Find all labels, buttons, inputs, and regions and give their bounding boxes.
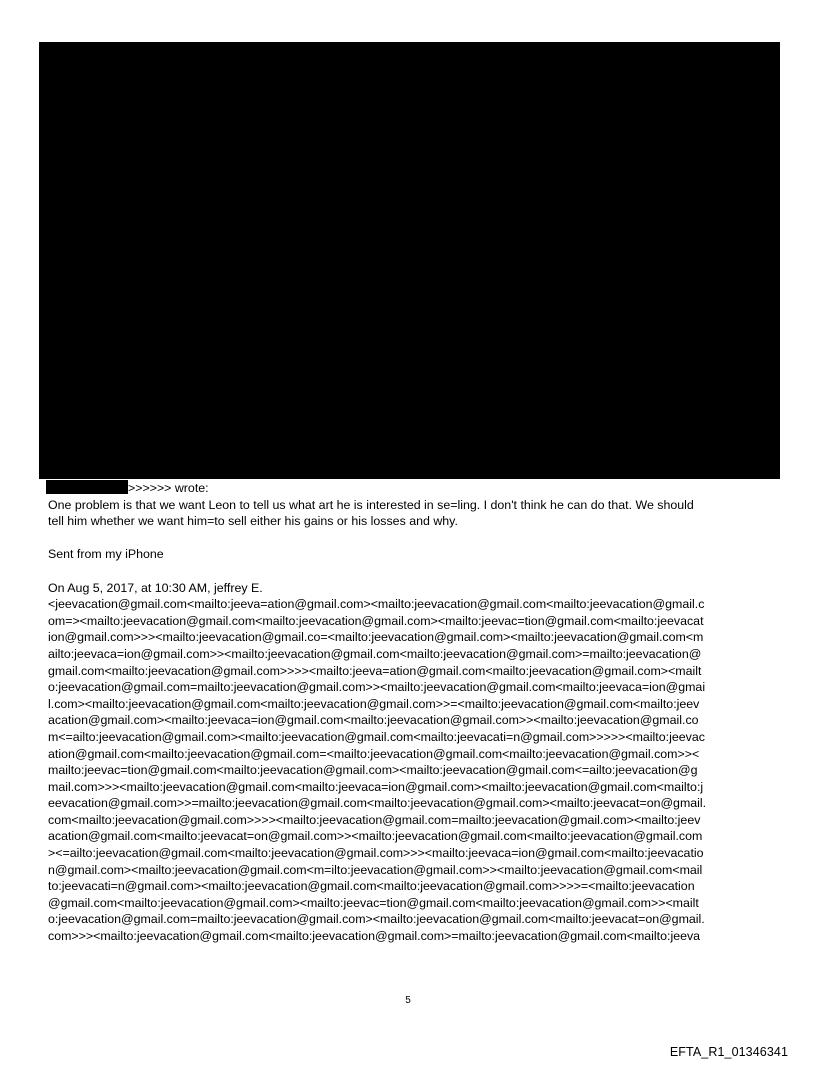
address-line: ailto:jeevaca=ion@gmail.com>><mailto:jeevacation@gmail.com<mailto:jeevacation@gmail.com>=mailto:jeevacation@: [48, 646, 702, 661]
address-line: ation@gmail.com<mailto:jeevacation@gmail.com=<mailto:jeevacation@gmail.com<mailto:jeevacation@gmail.com>><: [48, 746, 700, 761]
address-line: o:jeevacation@gmail.com=mailto:jeevacation@gmail.com>><mailto:jeevacation@gmail.com<mailto:jeevaca=ion@gmai: [48, 680, 706, 695]
address-line: l.com><mailto:jeevacation@gmail.com<mailto:jeevacation@gmail.com>>=<mailto:jeevacation@gmail.com<mailto:jeev: [48, 696, 700, 711]
sender-redaction: [46, 480, 128, 494]
body-line: tell him whether we want him=to sell either his gains or his losses and why.: [48, 514, 458, 529]
redaction-block: [39, 42, 780, 479]
address-line: o:jeevacation@gmail.com=mailto:jeevacation@gmail.com><mailto:jeevacation@gmail.com<mailto:jeevacat=on@gmail.: [48, 912, 705, 927]
address-line: gmail.com<mailto:jeevacation@gmail.com>>>><mailto:jeeva=ation@gmail.com<mailto:jeevacation@gmail.com><mailt: [48, 663, 702, 678]
address-line: ><=ailto:jeevacation@gmail.com<mailto:jeevacation@gmail.com>>><mailto:jeevaca=ion@gmail.com<mailto:jeevacatio: [48, 846, 704, 861]
address-line: acation@gmail.com><mailto:jeevaca=ion@gmail.com<mailto:jeevacation@gmail.com>><mailto:jeevacation@gmail.co: [48, 713, 699, 728]
address-line: @gmail.com<mailto:jeevacation@gmail.com><mailto:jeevac=tion@gmail.com<mailto:jeevacation@gmail.com>><mailt: [48, 895, 699, 910]
quote-header: On Aug 5, 2017, at 10:30 AM, jeffrey E.: [48, 580, 263, 595]
address-line: <jeevacation@gmail.com<mailto:jeeva=ation@gmail.com><mailto:jeevacation@gmail.com<mailto:jeevacation@gmail.c: [48, 597, 705, 612]
email-body: [48, 480, 770, 945]
address-line: mailto:jeevac=tion@gmail.com<mailto:jeevacation@gmail.com><mailto:jeevacation@gmail.com<=ailto:jeevacation@g: [48, 763, 698, 778]
address-line: n@gmail.com><mailto:jeevacation@gmail.com<m=ilto:jeevacation@gmail.com>><mailto:jeevacation@gmail.com<mail: [48, 862, 703, 877]
page-number: 5: [405, 995, 411, 1006]
wrote-suffix: >>>>>> wrote:: [128, 481, 209, 495]
spacer: [48, 563, 770, 580]
document-id: EFTA_R1_01346341: [669, 1045, 788, 1059]
address-line: com<mailto:jeevacation@gmail.com>>>><mailto:jeevacation@gmail.com=mailto:jeevacation@gmail.com><mailto:jeev: [48, 812, 701, 827]
address-line: ion@gmail.com>>><mailto:jeevacation@gmail.co=<mailto:jeevacation@gmail.com><mailto:jeevacation@gmail.com<m: [48, 630, 704, 645]
signature: Sent from my iPhone: [48, 547, 164, 562]
address-line: acation@gmail.com<mailto:jeevacat=on@gmail.com>><mailto:jeevacation@gmail.com<mailto:jeevacation@gmail.com: [48, 829, 703, 844]
address-line: to:jeevacati=n@gmail.com><mailto:jeevacation@gmail.com<mailto:jeevacation@gmail.com>>>>=<mailto:jeevacation: [48, 879, 695, 894]
body-line: One problem is that we want Leon to tell us what art he is interested in se=ling. I don't think he can do that. We should: [48, 497, 694, 512]
address-line: m<=ailto:jeevacation@gmail.com><mailto:jeevacation@gmail.com<mailto:jeevacati=n@gmail.com>>>>><mailto:jeevac: [48, 729, 705, 744]
address-block: [48, 596, 770, 944]
address-line: com>>><mailto:jeevacation@gmail.com<mailto:jeevacation@gmail.com>=mailto:jeevacation@gmail.com<mailto:jeeva: [48, 929, 701, 944]
address-line: mail.com>>><mailto:jeevacation@gmail.com<mailto:jeevaca=ion@gmail.com><mailto:jeevacation@gmail.com<mailto:j: [48, 779, 704, 794]
wrote-line: [48, 480, 770, 497]
address-line: om=><mailto:jeevacation@gmail.com<mailto:jeevacation@gmail.com><mailto:jeevac=tion@gmail.com<mailto:jeevacat: [48, 613, 704, 628]
spacer: [48, 530, 770, 547]
address-line: eevacation@gmail.com>>=mailto:jeevacation@gmail.com<mailto:jeevacation@gmail.com><mailto:jeevacat=on@gmail.: [48, 796, 707, 811]
